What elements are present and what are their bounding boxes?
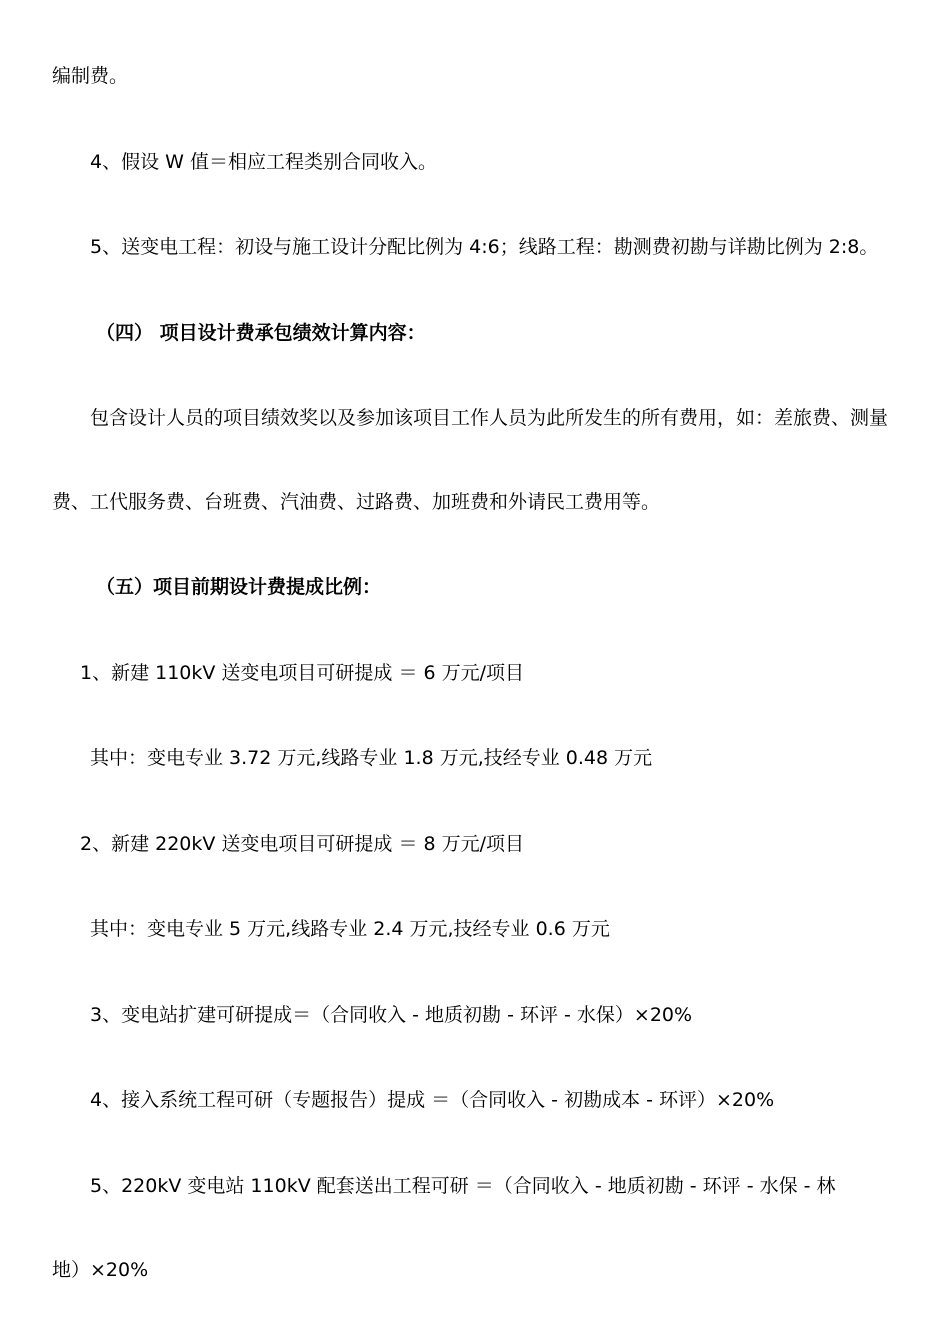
item-1-breakdown: 其中：变电专业 3.72 万元,线路专业 1.8 万元,技经专业 0.48 万元 — [90, 747, 653, 769]
clause-5-allocation-ratio: 5、送变电工程：初设与施工设计分配比例为 4:6；线路工程：勘测费初勘与详勘比例为 2:8。 — [90, 236, 879, 258]
paragraph-continuation: 编制费。 — [52, 65, 129, 87]
item-1-110kv: 1、新建 110kV 送变电项目可研提成 ＝ 6 万元/项目 — [80, 662, 525, 684]
item-3-substation-expansion: 3、变电站扩建可研提成＝（合同收入 - 地质初勘 - 环评 - 水保）×20% — [90, 1004, 693, 1026]
item-5-outgoing-line-1: 5、220kV 变电站 110kV 配套送出工程可研 ＝（合同收入 - 地质初勘 - 环评 - 水保 - 林 — [90, 1175, 836, 1197]
section-heading-4: （四） 项目设计费承包绩效计算内容： — [96, 322, 426, 344]
clause-4-w-value: 4、假设 W 值＝相应工程类别合同收入。 — [90, 151, 437, 173]
item-5-outgoing-line-2: 地）×20% — [52, 1259, 149, 1281]
item-4-system-access: 4、接入系统工程可研（专题报告）提成 ＝（合同收入 - 初勘成本 - 环评）×20% — [90, 1089, 775, 1111]
expense-paragraph-line-1: 包含设计人员的项目绩效奖以及参加该项目工作人员为此所发生的所有费用，如：差旅费、测量 — [90, 407, 889, 429]
item-2-breakdown: 其中：变电专业 5 万元,线路专业 2.4 万元,技经专业 0.6 万元 — [90, 918, 610, 940]
section-heading-5: （五）项目前期设计费提成比例： — [96, 576, 382, 598]
expense-paragraph-line-2: 费、工代服务费、台班费、汽油费、过路费、加班费和外请民工费用等。 — [52, 491, 661, 513]
item-2-220kv: 2、新建 220kV 送变电项目可研提成 ＝ 8 万元/项目 — [80, 833, 525, 855]
